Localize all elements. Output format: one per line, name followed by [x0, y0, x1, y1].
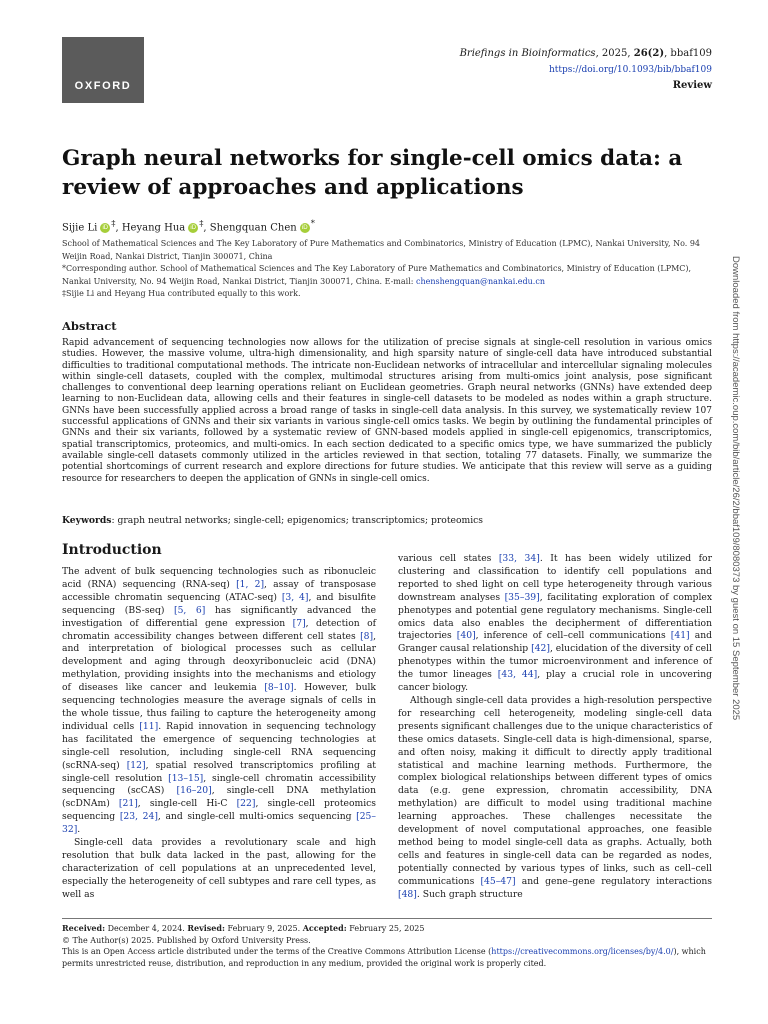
corresponding-text: *Corresponding author. School of Mathematical Sciences and The Key Laboratory of Pure Mathematics and Combinatorics, Ministry of Education (LPMC), Nankai University, No. 94 Weijin Road, Nankai District, Tianjin 300071, China. E-mail:: [62, 264, 692, 286]
body-text: . Rapid innovation in sequencing technology has facilitated the emergence of sequencing technologies at single-cell resolution, including single-cell RNA sequencing (scRNA-seq): [62, 720, 376, 771]
journal-volume: 26(2): [633, 48, 665, 59]
oxford-logo: [62, 37, 144, 103]
citation-link[interactable]: [45–47]: [480, 875, 516, 887]
body-paragraph: [62, 837, 376, 902]
author-list: [62, 216, 315, 235]
citation-link[interactable]: [3, 4]: [281, 591, 309, 603]
accepted-date: February 25, 2025: [346, 924, 425, 933]
affiliations: [62, 238, 712, 301]
citation-link[interactable]: [43, 44]: [497, 669, 538, 681]
body-paragraph: [398, 553, 712, 695]
body-text: , facilitating exploration of complex phenotypes and potential gene regulatory mechanisms. Single-cell omics data also enables the decipherment of differentiation trajectories: [398, 591, 712, 642]
publication-footer: [62, 923, 712, 969]
orcid-icon[interactable]: iD: [100, 223, 110, 233]
body-text: , single-cell Hi-C: [137, 798, 237, 810]
body-text: Single-cell data provides a revolutionary scale and high resolution that bulk data lacked in the past, allowing for the characterization of cell populations at an unprecedented level, especially the heterogeneity of cell subtypes and rare cell types, as well as: [62, 837, 376, 900]
article-title: Graph neural networks for single-cell omics data: a review of approaches and applications: [62, 146, 683, 200]
license: [62, 946, 712, 969]
license-link[interactable]: https://creativecommons.org/licenses/by/4.0/: [491, 947, 674, 956]
body-text: , assay of transposase accessible chromatin sequencing (ATAC-seq): [62, 578, 377, 603]
body-paragraph: [398, 695, 712, 902]
citation-link[interactable]: [22]: [236, 798, 256, 810]
body-text: , single-cell proteomics sequencing: [62, 798, 376, 823]
author-separator: ,: [115, 222, 122, 234]
body-text: and gene–gene regulatory interactions: [515, 875, 712, 887]
body-text: has significantly advanced the investigation of differential gene expression: [62, 604, 377, 629]
article-id: , bbaf109: [664, 48, 712, 59]
body-text: , and single-cell multi-omics sequencing: [157, 811, 357, 823]
author-mark: ‡: [111, 218, 116, 228]
abstract-text: Rapid advancement of sequencing technologies now allows for the utilization of precise signals at single-cell resolution in various omics studies. However, the massive volume, ultra-high dimensionality, and high sparsity nature of single-cell data have introduced substantial difficulties to traditional computational methods. The intricate non-Euclidean networks of intracellular and intercellular signaling molecules within single-cell datasets, coupled with the complex, multimodal structures arising from multi-omics joint analysis, pose significant challenges to conventional deep learning operations reliant on Euclidean geometries. Graph neural networks (GNNs) have extended deep learning to non-Euclidean data, allowing cells and their features in single-cell datasets to be modeled as nodes within a graph structure. GNNs have been successfully applied across a broad range of tasks in single-cell data analysis. In this survey, we systematically review 107 successful applications of GNNs and their six variants in various single-cell omics tasks. We begin by outlining the fundamental principles of GNNs and their six variants, followed by a systematic review of GNN-based models applied in single-cell epigenomics, transcriptomics, spatial transcriptomics, proteomics, and multi-omics. In each section dedicated to a specific omics type, we have summarized the publicly available single-cell datasets commonly utilized in the articles reviewed in that section, totaling 77 datasets. Finally, we summarize the potential shortcomings of current research and explore directions for future studies. We anticipate that this review will serve as a guiding resource for researchers to deepen the application of GNNs in single-cell omics.: [62, 338, 712, 484]
citation-link[interactable]: [33, 34]: [498, 553, 540, 564]
citation-link[interactable]: [23, 24]: [119, 811, 158, 823]
author-mark: ‡: [199, 218, 204, 228]
corresponding-author: [62, 263, 712, 288]
citation-link[interactable]: [11]: [139, 720, 159, 732]
citation-link[interactable]: [16–20]: [176, 785, 212, 797]
download-note-text: Downloaded from https://academic.oup.com/bib/article/26/2/bbaf109/8080373 by guest on 15 September 2025: [730, 256, 741, 721]
abstract-heading: Abstract: [62, 319, 117, 333]
body-text: , spatial resolved transcriptomics profiling at single-cell resolution: [62, 759, 376, 784]
introduction-heading: Introduction: [62, 542, 162, 558]
citation-link[interactable]: [1, 2]: [236, 578, 265, 590]
footer-divider: [62, 918, 712, 919]
body-text: . It has been widely utilized for clustering and classification to identify cell populations and reported to shed light on cell type heterogeneity through various downstream analyses: [398, 553, 712, 603]
body-paragraph: [62, 566, 376, 837]
body-text: . Such graph structure: [416, 888, 523, 900]
citation-link[interactable]: [7]: [292, 617, 306, 629]
affiliation: School of Mathematical Sciences and The Key Laboratory of Pure Mathematics and Combinatorics, Ministry of Education (LPMC), Nankai University, No. 94 Weijin Road, Nankai District, Tianjin 300071, China: [62, 239, 701, 261]
publication-dates: [62, 923, 712, 935]
journal-year: , 2025,: [595, 48, 634, 59]
journal-citation: [460, 46, 712, 62]
body-text: The advent of bulk sequencing technologies such as ribonucleic acid (RNA) sequencing (RNA-seq): [62, 566, 376, 590]
received-label: Received:: [62, 923, 106, 933]
article-type: Review: [672, 80, 712, 91]
body-text: . However, bulk sequencing technologies measure the average signals of cells in the whole tissue, thus failing to capture the heterogeneity among individual cells: [62, 682, 376, 732]
equal-contribution-note: ‡Sijie Li and Heyang Hua contributed equally to this work.: [62, 289, 301, 298]
body-text: Although single-cell data provides a high-resolution perspective for researching cell heterogeneity, modeling single-cell data presents significant challenges due to the unique characteristics of these omics datasets. Single-cell data is high-dimensional, sparse, and often noisy, making it difficult to directly apply traditional statistical and machine learning methods. Furthermore, the complex biological relationships between different types of omics data (e.g. gene expression, chromatin accessibility, DNA methylation) are difficult to model using traditional machine learning approaches. These challenges necessitate the development of novel computational approaches, one feasible method being to model single-cell data as graphs. Actually, both cells and features in single-cell data can be regarded as nodes, potentially connected by various types of links, such as cell–cell communications: [398, 694, 712, 887]
citation-link[interactable]: [42]: [531, 643, 550, 655]
author-name[interactable]: Shengquan Chen: [209, 222, 297, 234]
author-name[interactable]: Heyang Hua: [121, 222, 186, 234]
orcid-icon[interactable]: iD: [300, 223, 310, 233]
citation-link[interactable]: [12]: [126, 759, 146, 771]
citation-link[interactable]: [5, 6]: [174, 604, 206, 616]
author-separator: ,: [203, 222, 210, 234]
doi-link[interactable]: https://doi.org/10.1093/bib/bbaf109: [548, 65, 712, 75]
citation-link[interactable]: [40]: [456, 630, 476, 642]
license-text-end: ), which permits unrestricted reuse, distribution, and reproduction in any medium, provided the original work is properly cited.: [62, 947, 706, 968]
body-text: , single-cell DNA methylation (scDNAm): [62, 785, 376, 810]
logo-text: OXFORD: [74, 80, 132, 92]
body-text: , and interpretation of biological processes such as cellular development and aging through deoxyribonucleic acid (DNA) methylation, providing insights into the mechanisms and etiology of diseases like cancer and leukemia: [62, 630, 376, 694]
body-text: , and bisulfite sequencing (BS-seq): [62, 591, 376, 616]
journal-name[interactable]: Briefings in Bioinformatics: [459, 48, 596, 59]
body-column-left: [62, 566, 376, 902]
accepted-label: Accepted:: [302, 923, 347, 933]
email-link[interactable]: chenshengquan@nankai.edu.cn: [416, 276, 545, 286]
body-text: , inference of cell–cell communications: [475, 630, 671, 642]
body-column-right: [398, 553, 712, 901]
citation-link[interactable]: [8–10]: [264, 682, 294, 694]
keywords-label: Keywords: [62, 515, 112, 526]
copyright: © The Author(s) 2025. Published by Oxford University Press.: [62, 935, 311, 945]
body-text: and Granger causal relationship: [398, 630, 713, 655]
keywords: [62, 514, 712, 527]
revised-date: February 9, 2025.: [224, 924, 303, 933]
author-name[interactable]: Sijie Li: [62, 222, 98, 234]
license-text-start: This is an Open Access article distributed under the terms of the Creative Commons Attribution License (: [62, 947, 492, 956]
citation-link[interactable]: [48]: [398, 888, 417, 900]
received-date: December 4, 2024.: [105, 924, 188, 933]
body-text: , elucidation of the diversity of cell phenotypes within the tumor microenvironment and inference of the tumor lineages: [398, 643, 712, 681]
citation-link[interactable]: [8]: [360, 630, 374, 642]
citation-link[interactable]: [13–15]: [168, 772, 204, 784]
citation-link[interactable]: [41]: [670, 630, 690, 642]
keywords-list: : graph neutral networks; single-cell; epigenomics; transcriptomics; proteomics: [111, 515, 483, 526]
journal-header: [460, 46, 712, 94]
citation-link[interactable]: [21]: [118, 798, 138, 810]
citation-link[interactable]: [35–39]: [504, 591, 540, 603]
body-text: , single-cell chromatin accessibility sequencing (scCAS): [62, 772, 376, 797]
body-text: , detection of chromatin accessibility changes between different cell states: [62, 617, 376, 642]
body-text: , play a crucial role in uncovering cancer biology.: [398, 669, 712, 694]
revised-label: Revised:: [187, 923, 225, 933]
body-text: .: [77, 824, 81, 836]
body-text: various cell states: [398, 553, 499, 564]
citation-link[interactable]: [25–32]: [62, 811, 376, 836]
orcid-icon[interactable]: iD: [188, 223, 198, 233]
author-mark: *: [310, 218, 315, 228]
